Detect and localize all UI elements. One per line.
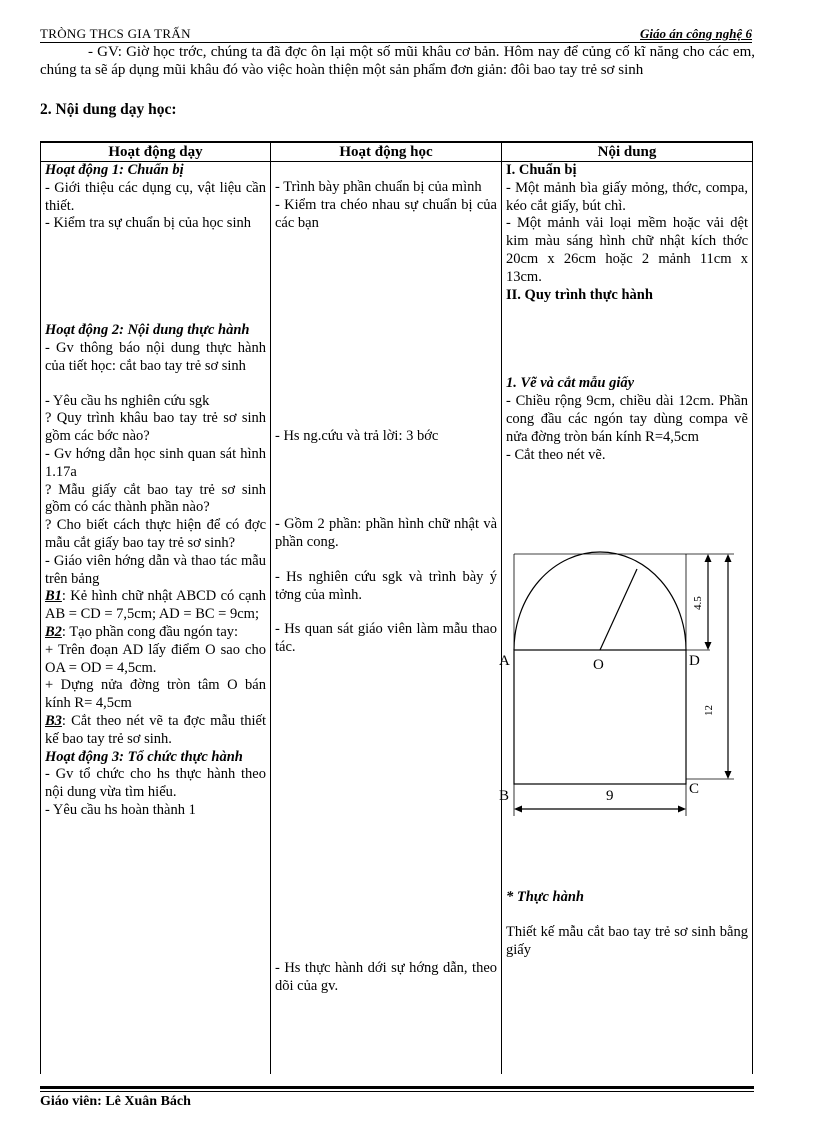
content-s3-title: 1. Vẽ và cắt mẫu giấy — [506, 375, 635, 392]
mitten-diagram — [496, 548, 746, 828]
content-line: Thiết kế mẫu cắt bao tay trẻ sơ sinh bằng giấy — [506, 924, 748, 958]
learn-line: - Trình bày phần chuẩn bị của mình — [275, 179, 482, 195]
height-label: 12 — [703, 705, 715, 716]
b1-text: : Kẻ hình chữ nhật ABCD có cạnh AB = CD = 7,5cm; AD = BC = 9cm; — [45, 588, 266, 623]
act3-line: - Gv tổ chức cho hs thực hành theo nội dung vừa tìm hiểu. — [45, 766, 266, 801]
arrow-icon — [678, 806, 686, 813]
arrow-icon — [705, 642, 712, 650]
intro-paragraph — [40, 44, 755, 79]
content-line: - Chiều rộng 9cm, chiều dài 12cm. Phần cong đầu các ngón tay dùng compa vẽ nửa đờng tròn bán kính R=4,5cm — [506, 393, 748, 445]
page-header — [40, 26, 752, 43]
act2-line: ? Quy trình khâu bao tay trẻ sơ sinh gồm các bớc nào? — [45, 410, 266, 445]
arrow-icon — [514, 806, 522, 813]
b3-label: B3 — [45, 712, 62, 729]
learn-line: - Hs quan sát giáo viên làm mẫu thao tác. — [275, 621, 497, 656]
semicircle-arc — [514, 552, 686, 650]
footer-divider — [40, 1086, 754, 1089]
b2-text: : Tạo phần cong đầu ngón tay: — [61, 623, 239, 640]
label-d: D — [689, 653, 700, 669]
content-line: - Cắt theo nét vẽ. — [506, 446, 606, 463]
school-name: TRÒNG THCS GIA TRẤN — [40, 26, 191, 41]
learn-line: - Kiểm tra chéo nhau sự chuẩn bị của các bạn — [275, 196, 497, 231]
learn-line: - Gồm 2 phần: phần hình chữ nhật và phần cong. — [275, 516, 497, 550]
b1-label: B1 — [45, 588, 62, 605]
act3-title: Hoạt động 3: Tổ chức thực hành — [45, 748, 243, 765]
content-line: - Một mảnh vải loại mềm hoặc vải dệt kim màu sáng hình chữ nhật kích thớc 20cm x 26cm hoặc 2 mảnh 11cm x 13cm. — [506, 215, 748, 285]
content-s1-title: I. Chuẩn bị — [506, 162, 577, 178]
act1-line: - Kiểm tra sự chuẩn bị của học sinh — [45, 215, 251, 232]
width-label: 9 — [606, 788, 614, 804]
arrow-icon — [725, 554, 732, 562]
act2-line: - Gv thông báo nội dung thực hành của tiết học: cắt bao tay trẻ sơ sinh — [45, 339, 266, 374]
intro-text: - GV: Giờ học trớc, chúng ta đã đợc ôn lại một số mũi khâu cơ bản. Hôm nay để củng cố kĩ năng cho các em, chúng ta sẽ áp dụng mũi khâu đó vào việc hoàn thiện một sản phẩm đơn giản: đôi bao tay trẻ sơ sinh — [40, 44, 755, 78]
act2-line: - Gv hớng dẫn học sinh quan sát hình 1.17a — [45, 445, 266, 480]
radius-line — [600, 569, 637, 650]
act2-line: ? Mẫu giấy cắt bao tay trẻ sơ sinh gồm có các thành phần nào? — [45, 481, 266, 516]
learn-line: - Hs nghiên cứu sgk và trình bày ý tởng của mình. — [275, 568, 497, 603]
content-line: - Một mảnh bìa giấy mỏng, thớc, compa, kéo cắt giấy, bút chì. — [506, 179, 748, 214]
footer-teacher: Giáo viên: Lê Xuân Bách — [40, 1094, 191, 1109]
content-s4-title: * Thực hành — [506, 889, 584, 906]
step-b1 — [45, 588, 266, 624]
arrow-icon — [725, 771, 732, 779]
b2-label: B2 — [45, 623, 62, 640]
learn-line: - Hs thực hành dới sự hớng dẫn, theo dõi của gv. — [275, 959, 497, 994]
act2-title: Hoạt động 2: Nội dung thực hành — [45, 322, 250, 339]
header-content: Nội dung — [502, 142, 753, 162]
header-learn: Hoạt động học — [271, 142, 502, 162]
act3-line: - Yêu cầu hs hoàn thành 1 — [45, 801, 196, 818]
arrow-icon — [705, 554, 712, 562]
header-teach: Hoạt động dạy — [41, 142, 271, 162]
act1-title: Hoạt động 1: Chuẩn bị — [45, 162, 184, 178]
subject-title: Giáo án công nghệ 6 — [640, 26, 752, 41]
b2-line: + Trên đoạn AD lấy điểm O sao cho OA = OD = 4,5cm. — [45, 641, 266, 676]
radius-label: 4.5 — [692, 596, 704, 610]
label-b: B — [499, 788, 510, 804]
section-title: 2. Nội dung dạy học: — [40, 101, 177, 118]
act2-line: ? Cho biết cách thực hiện để có đợc mẫu cắt giấy bao tay trẻ sơ sinh? — [45, 517, 266, 551]
step-b3 — [45, 713, 266, 749]
learn-column — [271, 162, 502, 1075]
label-o: O — [593, 657, 604, 673]
act1-line: - Giới thiệu các dụng cụ, vật liệu cần thiết. — [45, 179, 266, 214]
content-s2-title: II. Quy trình thực hành — [506, 286, 653, 303]
b2-line: + Dựng nửa đờng tròn tâm O bán kính R= 4,5cm — [45, 677, 266, 712]
b3-text: : Cắt theo nét vẽ ta đợc mẫu thiết kế bao tay trẻ sơ sinh. — [45, 712, 266, 747]
act2-line: - Giáo viên hớng dẫn và thao tác mẫu trên bảng — [45, 552, 266, 587]
footer-divider — [40, 1091, 754, 1092]
act2-line: - Yêu cầu hs nghiên cứu sgk — [45, 392, 210, 409]
label-a: A — [499, 653, 510, 669]
teach-column — [41, 162, 271, 1075]
label-c: C — [689, 781, 700, 797]
learn-line: - Hs ng.cứu và trả lời: 3 bớc — [275, 428, 439, 445]
table-header-row — [41, 142, 753, 162]
step-b2 — [45, 624, 266, 642]
